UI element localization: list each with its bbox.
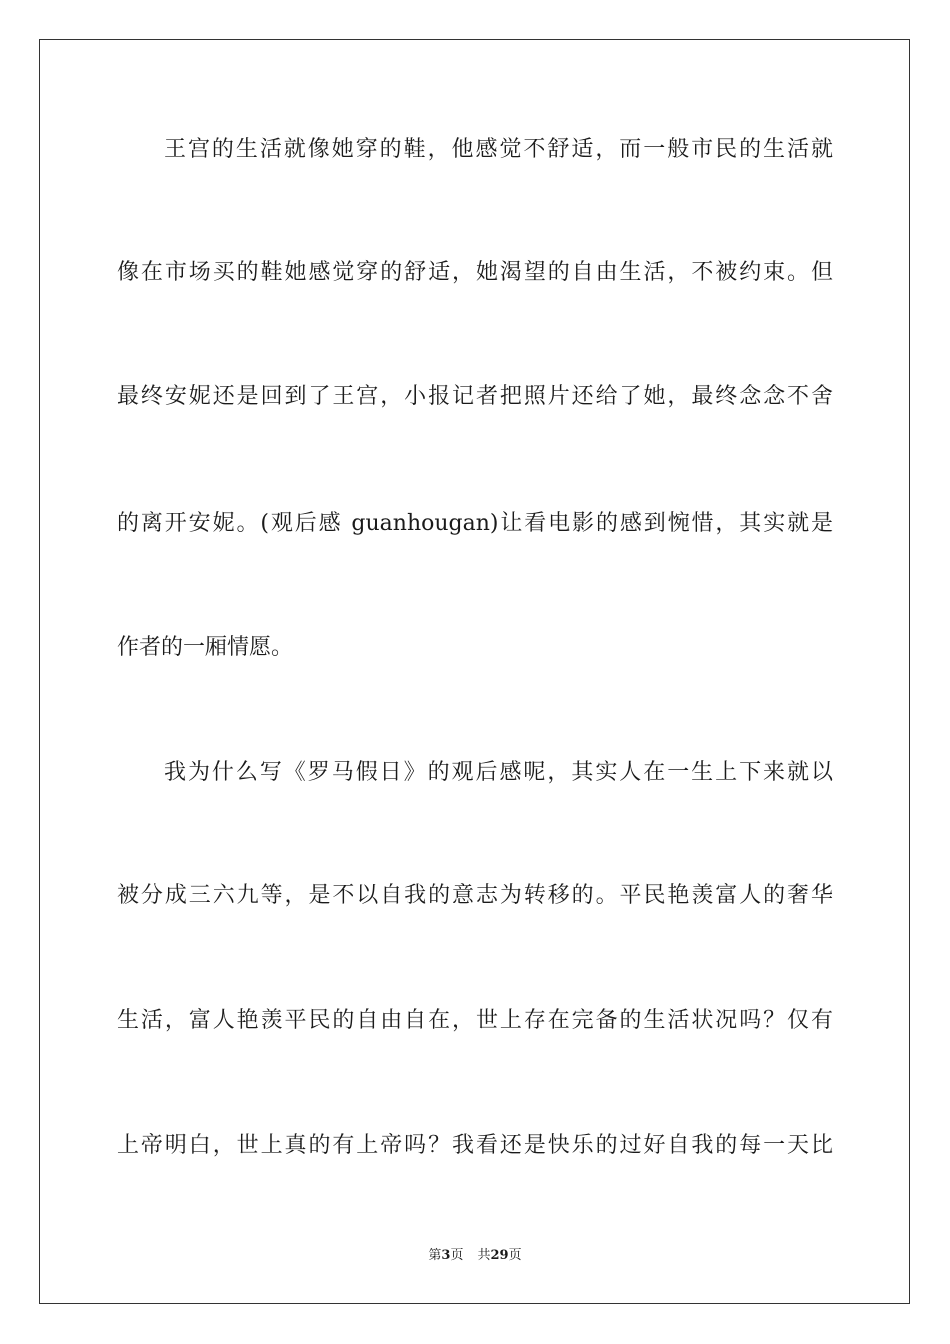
paragraph-line: 被分成三六九等，是不以自我的意志为转移的。平民艳羡富人的奢华 [117, 883, 833, 908]
total-prefix: 共 [477, 1248, 491, 1263]
total-suffix: 页 [508, 1248, 522, 1263]
page-number: 3 [441, 1248, 451, 1263]
paragraph-line: 上帝明白，世上真的有上帝吗？我看还是快乐的过好自我的每一天比 [117, 1133, 833, 1158]
paragraph-line: 的离开安妮。(观后感 guanhougan)让看电影的感到惋惜，其实就是 [117, 511, 833, 536]
paragraph-line: 生活，富人艳羡平民的自由自在，世上存在完备的生活状况吗？仅有 [117, 1008, 833, 1033]
paragraph-line: 作者的一厢情愿。 [117, 635, 294, 660]
page-border [39, 39, 910, 1304]
page-suffix: 页 [450, 1248, 464, 1263]
paragraph-line: 王宫的生活就像她穿的鞋，他感觉不舒适，而一般市民的生活就 [164, 137, 833, 162]
total-pages: 29 [490, 1248, 509, 1263]
page-prefix: 第 [428, 1248, 442, 1263]
page-footer [0, 1247, 950, 1265]
paragraph-line: 我为什么写《罗马假日》的观后感呢，其实人在一生上下来就以 [164, 760, 833, 785]
paragraph-line: 最终安妮还是回到了王宫，小报记者把照片还给了她，最终念念不舍 [117, 384, 833, 409]
paragraph-line: 像在市场买的鞋她感觉穿的舒适，她渴望的自由生活，不被约束。但 [117, 260, 833, 285]
